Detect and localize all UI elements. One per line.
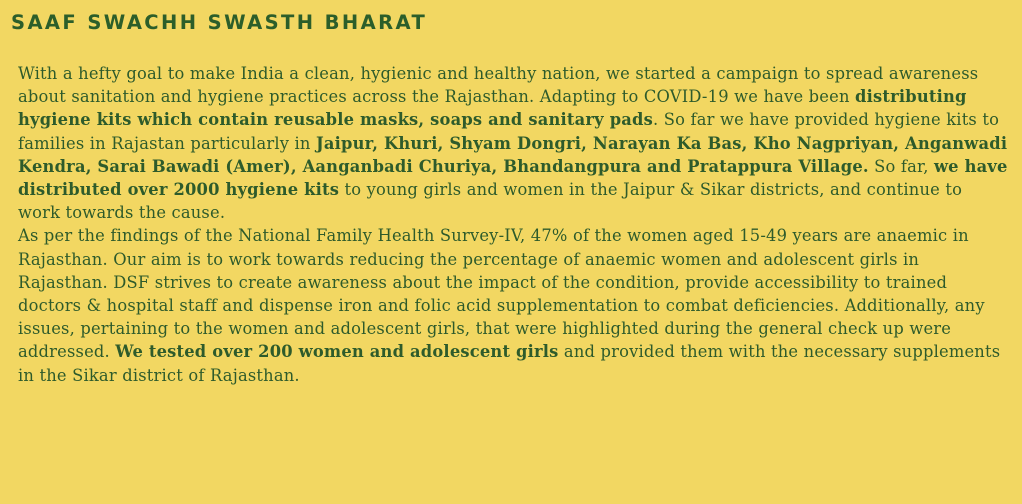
paragraph-text: With a hefty goal to make India a clean, hygienic and healthy nation, we started a campaign to spread awareness about sanitation and hygiene practices across the Rajasthan. Adapting to COVID-19 we have been — [18, 64, 979, 107]
section-title: SAAF SWACHH SWASTH BHARAT — [11, 11, 428, 34]
highlight-kits-distributed: we have distributed over 2000 hygiene kits — [18, 156, 1008, 200]
paragraph-text: to young girls and women in the Jaipur & Sikar districts, and continue to work towards the cause. — [18, 180, 963, 223]
highlight-women-tested: We tested over 200 women and adolescent girls — [115, 342, 559, 362]
paragraph-hygiene-kits — [18, 62, 1008, 224]
paragraph-text: As per the findings of the National Family Health Survey-IV, 47% of the women aged 15-49 years are anaemic in Rajasthan. Our aim is to work towards reducing the percentage of anaemic women and adolescent girls in Rajasthan. DSF strives to create awareness about the impact of the condition, provide accessibility to trained doctors & hospital staff and dispense iron and folic acid supplementation to combat deficiencies. Additionally, any issues, pertaining to the women and adolescent girls, that were highlighted during the general check up were addressed. — [18, 226, 985, 362]
highlight-locations: Jaipur, Khuri, Shyam Dongri, Narayan Ka Bas, Kho Nagpriyan, Anganwadi Kendra, Sarai Bawadi (Amer), Aanganbadi Churiya, Bhandangpura and Pratappura Village. — [18, 133, 1008, 176]
paragraph-text: . So far we have provided hygiene kits to families in Rajastan particularly in — [18, 110, 1000, 153]
paragraph-text: and provided them with the necessary supplements in the Sikar district of Rajasthan. — [18, 342, 1001, 385]
highlight-hygiene-kits: distributing hygiene kits which contain reusable masks, soaps and sanitary pads — [18, 87, 967, 130]
article-body — [18, 62, 1008, 387]
paragraph-anaemia — [18, 224, 1008, 386]
paragraph-text: So far, — [868, 156, 934, 176]
